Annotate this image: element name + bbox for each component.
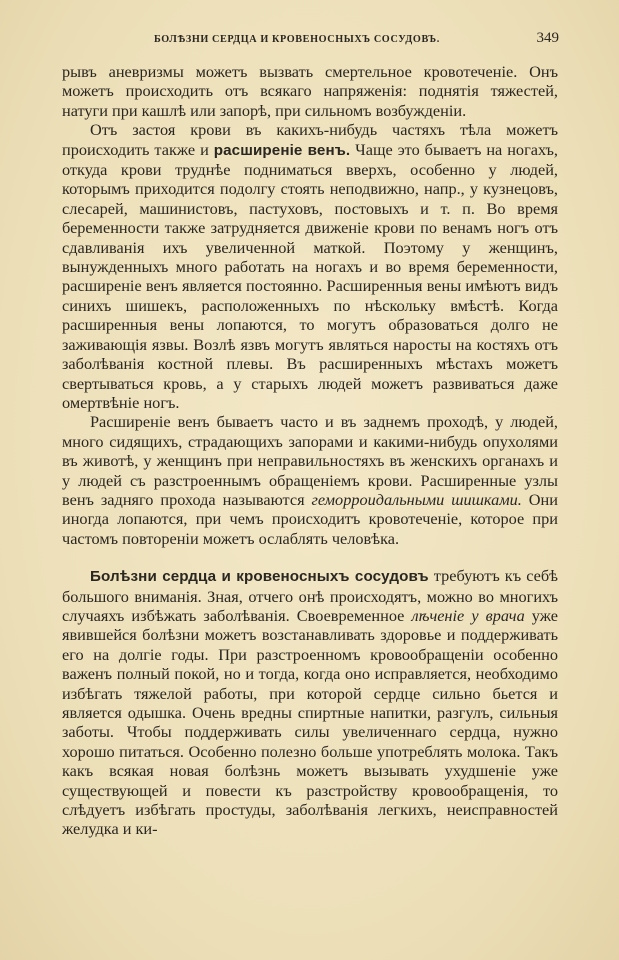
italic-term-hemorrhoids: геморроидальными шишками. (311, 489, 522, 509)
paragraph-text-after: Чаще это бываетъ на ногахъ, откуда крови труднѣе подниматься вверхъ, особенно у людей, которымъ приходится подолгу стоять неподвижно, напр., у кузнецовъ, слесарей, машинистовъ, пастуховъ, постовыхъ и т. п. Во время беременности также затрудняется движеніе крови по венамъ ногъ отъ сдавливанія ихъ увеличенной маткой. Поэтому у женщинъ, вынужденныхъ много работать на ногахъ и во время беременности, расширеніе венъ является постоянно. Расширенныя вены имѣютъ видъ синихъ шишекъ, расположенныхъ по нѣскольку вмѣстѣ. Когда расширенныя вены лопаются, то могутъ образоваться долго не заживающія язвы. Возлѣ язвъ могутъ являться наросты на костяхъ отъ заболѣванія костной плевы. Въ расширенныхъ мѣстахъ можетъ свертываться кровь, а у старыхъ людей можетъ развиваться даже омертвѣніе ногъ. (62, 139, 558, 412)
paragraph-text-after: Они иногда лопаются, при чемъ происходитъ кровотеченіе, которое при частомъ повтореніи можетъ ослаблять человѣка. (62, 489, 558, 548)
paragraph-text-before: Расширеніе венъ бываетъ часто и въ заднемъ проходѣ, у людей, много сидящихъ, страдающихъ запорами и какими-нибудь опухолями въ животѣ, у женщинъ при неправильностяхъ въ женскихъ органахъ и у людей съ разстроеннымъ обращеніемъ крови. Расширенные узлы венъ задняго прохода называются (62, 412, 558, 509)
italic-term-treatment: лѣченіе у врача (411, 605, 525, 625)
section-spacer (62, 548, 558, 566)
page-number: 349 (536, 30, 559, 46)
paragraph-varicose-veins (62, 120, 558, 412)
page-header (62, 30, 562, 54)
paragraph-hemorrhoids (62, 412, 558, 548)
section-title: Болѣзни сердца и кровеносныхъ сосудовъ (90, 568, 429, 586)
body-text (62, 62, 558, 839)
paragraph-aneurysm-continuation (62, 62, 558, 120)
paragraph-text-before: Отъ застоя крови въ какихъ-нибудь частяхъ тѣла можетъ происходить также и (62, 120, 558, 159)
running-head: БОЛѢЗНИ СЕРДЦА И КРОВЕНОСНЫХЪ СОСУДОВЪ. (154, 34, 440, 45)
paragraph-text-part2: уже явившейся болѣзни можетъ возстанавливать здоровье и поддерживать его на долгіе годы. При разстроенномъ кровообращеніи особенно важенъ полный покой, но и тогда, когда оно исправляется, необходимо избѣгать тяжелой работы, при которой сердце сильно бьется и является одышка. Очень вредны спиртные напитки, разгулъ, сильныя заботы. Чтобы поддерживать силы увеличеннаго сердца, нужно хорошо питаться. Особенно полезно больше употреблять молока. Такъ какъ всякая новая болѣзнь можетъ вызывать ухудшеніе уже существующей и повести къ разстройству кровообращенія, то слѣдуетъ избѣгать простуды, заболѣванія легкихъ, неисправностей желудка и ки- (62, 605, 558, 839)
paragraph-text-part1: требуютъ къ себѣ большого вниманія. Зная, отчего онѣ происходятъ, можно во многихъ случаяхъ избѣжать заболѣванія. Своевременное (62, 566, 558, 625)
paragraph-heart-diseases (62, 566, 558, 839)
bold-term-varicose: расширеніе венъ. (213, 141, 351, 159)
paragraph-text: рывъ аневризмы можетъ вызвать смертельное кровотеченіе. Онъ можетъ происходить отъ всякаго напряженія: поднятія тяжестей, натуги при кашлѣ или запорѣ, при сильномъ возбужденіи. (62, 62, 558, 120)
